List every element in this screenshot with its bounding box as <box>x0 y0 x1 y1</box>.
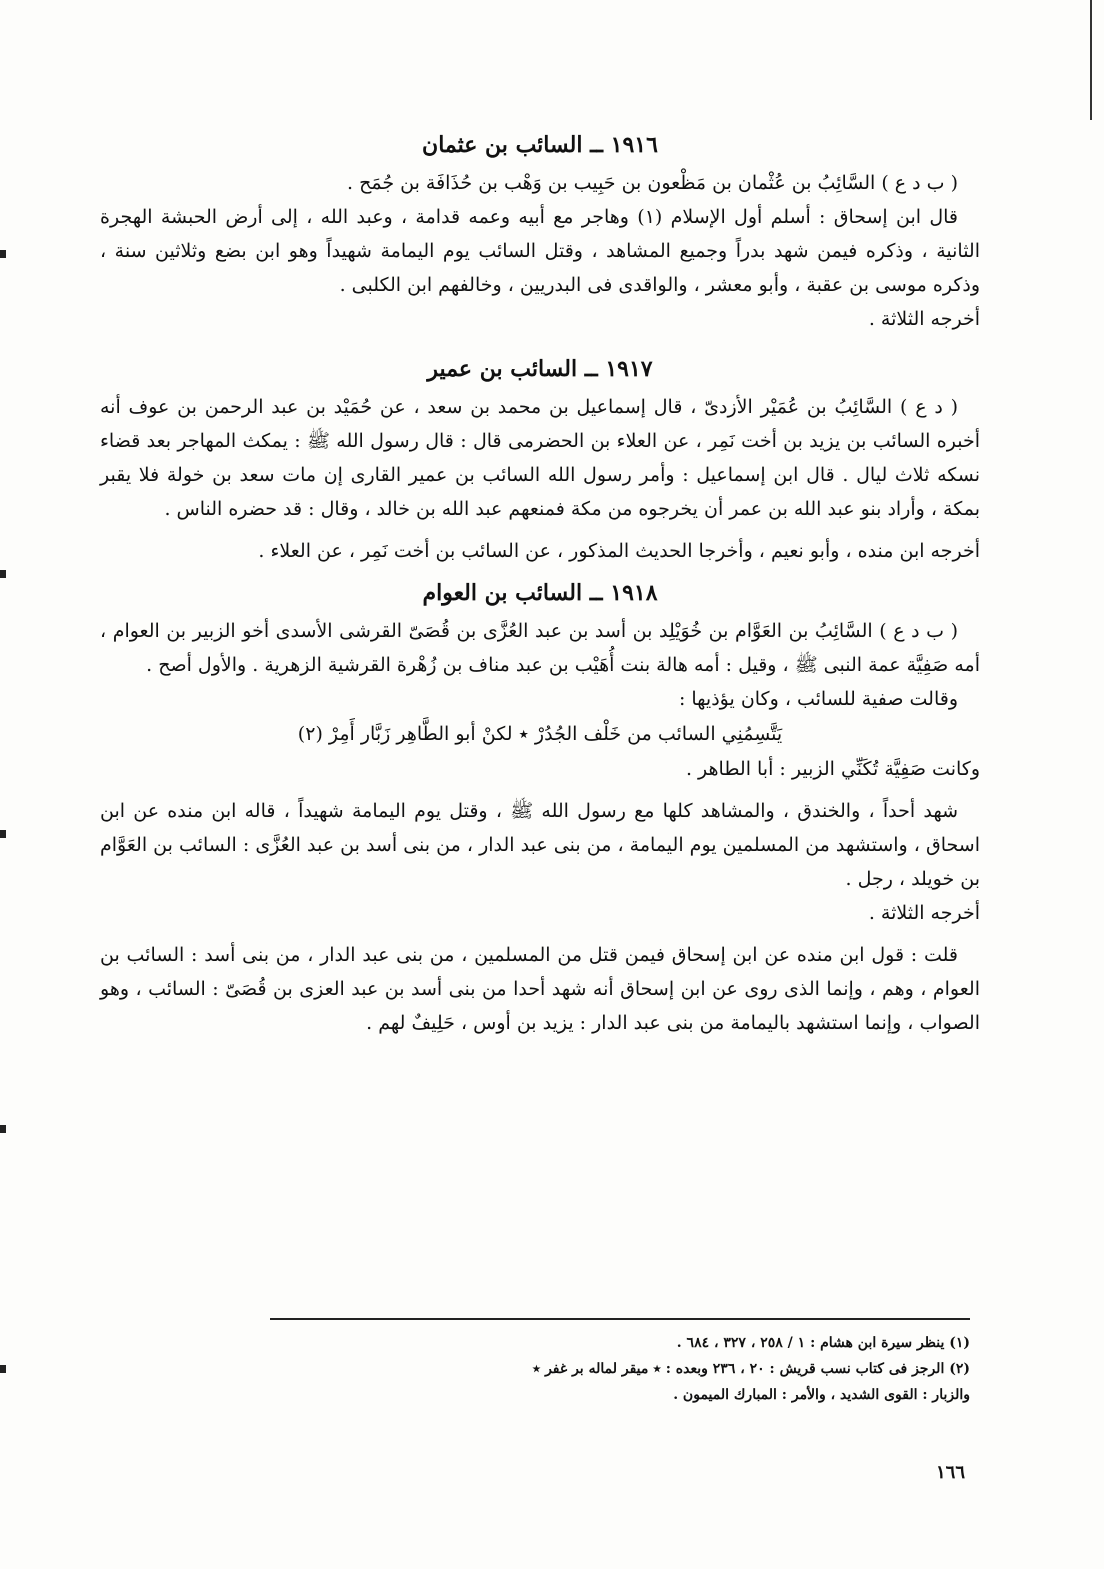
page-number: ١٦٦ <box>935 1462 965 1483</box>
entry-source: أخرجه الثلاثة . <box>868 902 980 924</box>
footnote: والزبار : القوى الشديد ، والأمر : المبارك الميمون . <box>673 1387 970 1403</box>
entry-lineage: ( ب د ع ) السَّائِبُ بن العَوَّام بن خُوَيْلِد بن أسد بن عبد العُزَّى بن قُصَىّ القرشى الأسدى أخو الزبير بن العوام ، أمه صَفِيَّة عمة النبى ﷺ ، وقيل : أمه هالة بنت أُهَيْب بن عبد مناف بن زُهْرة القرشية الزهرية . والأول أصح . <box>100 620 980 676</box>
entry-1918 <box>100 580 980 1040</box>
scan-mark <box>0 1365 6 1373</box>
entry-title: ١٩١٦ ــ السائب بن عثمان <box>422 132 658 158</box>
entry-paragraph: وقالت صفية للسائب ، وكان يؤذيها : <box>678 688 958 710</box>
entry-paragraph: وكانت صَفِيَّة تُكَنِّي الزبير : أبا الطاهر . <box>685 758 980 780</box>
entry-paragraph: شهد أحداً ، والخندق ، والمشاهد كلها مع رسول الله ﷺ ، وقتل يوم اليمامة شهيداً ، قاله ابن منده عن ابن اسحاق ، واستشهد من المسلمين يوم اليمامة ، من بنى عبد الدار ، من بنى أسد بن عبد العُزَّى : السائب بن العَوَّام بن خويلد ، رجل . <box>100 800 980 890</box>
entry-source: أخرجه الثلاثة . <box>868 308 980 330</box>
entry-1916 <box>100 132 980 336</box>
page-body <box>100 120 980 1040</box>
entry-1917 <box>100 356 980 568</box>
entry-source: أخرجه ابن منده ، وأبو نعيم ، وأخرجا الحديث المذكور ، عن السائب بن أخت نَمِر ، عن العلاء . <box>258 540 980 562</box>
entry-title: ١٩١٨ ــ السائب بن العوام <box>422 580 658 606</box>
entry-paragraph: ( د ع ) السَّائِبُ بن عُمَيْر الأزدىّ ، قال إسماعيل بن محمد بن سعد ، عن حُمَيْد بن عبد الرحمن بن عوف أنه أخبره السائب بن يزيد بن أخت نَمِر ، عن العلاء بن الحضرمى قال : قال رسول الله ﷺ : يمكث المهاجر بعد قضاء نسكه ثلاث ليال . قال ابن إسماعيل : وأمر رسول الله السائب بن عمير القارى إن مات سعد بن خولة فلا يقبر بمكة ، وأراد بنو عبد الله بن عمر أن يخرجوه من مكة فمنعهم عبد الله بن خالد ، وقال : قد حضره الناس . <box>100 396 980 520</box>
footnote: (١) ينظر سيرة ابن هشام : ١ / ٢٥٨ ، ٣٢٧ ، ٦٨٤ . <box>676 1335 970 1351</box>
scan-mark <box>0 1125 6 1133</box>
entry-commentary: قلت : قول ابن منده عن ابن إسحاق فيمن قتل من المسلمين ، من بنى عبد الدار ، من بنى أسد : السائب بن العوام ، وهم ، وإنما الذى روى عن ابن إسحاق أنه شهد أحدا من بنى أسد بن عبد العزى بن قُصَىّ : السائب ، وهو الصواب ، وإنما استشهد باليمامة من بنى عبد الدار : يزيد بن أوس ، حَلِيفٌ لهم . <box>100 944 980 1034</box>
entry-lineage: ( ب د ع ) السَّائِبُ بن عُثْمان بن مَظْعون بن حَبِيب بن وَهْب بن حُذَافَة بن جُمَح . <box>347 172 958 194</box>
scan-mark <box>0 830 6 838</box>
scan-mark <box>0 570 6 578</box>
footnotes <box>270 1318 970 1408</box>
verse-line: يَتَّسِمُنِي السائب من خَلْف الجُدُرْ ٭ لكنْ أبو الطَّاهِر زَبَّار أَمِرْ (٢) <box>297 723 783 745</box>
entry-paragraph: قال ابن إسحاق : أسلم أول الإسلام (١) وهاجر مع أبيه وعمه قدامة ، وعبد الله ، إلى أرض الحبشة الهجرة الثانية ، وذكره فيمن شهد بدراً وجميع المشاهد ، وقتل السائب يوم اليمامة شهيداً وهو ابن بضع وثلاثين سنة ، وذكره موسى بن عقبة ، وأبو معشر ، والواقدى فى البدريين ، وخالفهم ابن الكلبى . <box>100 206 980 296</box>
scan-mark <box>0 250 6 258</box>
footnote: (٢) الرجز فى كتاب نسب قريش : ٢٠ ، ٢٣٦ وبعده : ٭ ميقر لماله بر غفر ٭ <box>532 1361 970 1377</box>
margin-rule <box>1090 0 1092 120</box>
entry-title: ١٩١٧ ــ السائب بن عمير <box>427 356 653 382</box>
